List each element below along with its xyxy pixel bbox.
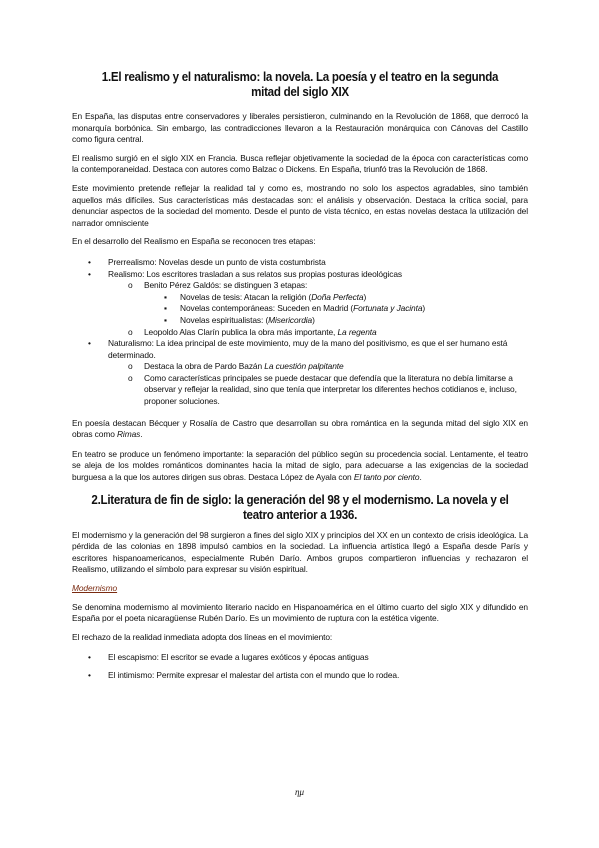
bullet-marker: • xyxy=(88,338,91,349)
page-number: ημ xyxy=(295,787,304,797)
work-title: El tanto por ciento xyxy=(353,472,420,483)
document-page xyxy=(72,66,528,682)
list-item-intimismo: • El intimismo: Permite expresar el malestar del artista con el mundo que lo rodea. xyxy=(88,669,400,680)
work-title: Rimas xyxy=(116,429,141,440)
paragraph-realism-features: Este movimiento pretende reflejar la realidad tal y como es, mostrando no solo los aspectos agradables, sino también aquellos más difíciles. Sus características más destacadas son: el análisis y observación. Destaca la crítica social, para denunciar aspectos de la sociedad del momento. Desde el punto de vista técnico, en estas novelas destaca la utilización del narrador omnisciente xyxy=(72,182,528,228)
work-title: Misericordia xyxy=(268,314,313,325)
list-item-clarin: o Leopoldo Alas Clarín publica la obra más importante, La regenta xyxy=(128,326,377,337)
list-item-novelas-contemporaneas: ▪ Novelas contemporáneas: Suceden en Madrid (Fortunata y Jacinta) xyxy=(164,303,426,314)
square-marker: ▪ xyxy=(164,314,167,325)
paragraph-stages-intro: En el desarrollo del Realismo en España se reconocen tres etapas: xyxy=(72,236,316,247)
circle-marker: o xyxy=(128,372,133,383)
paragraph-realism-origin: El realismo surgió en el siglo XIX en Francia. Busca reflejar objetivamente la sociedad de la época con características como la contemporaneidad. Destaca con autores como Balzac o Dickens. En España, triunfó tras la Revolución de 1868. xyxy=(72,152,528,175)
bullet-marker: • xyxy=(88,652,91,663)
bullet-marker: • xyxy=(88,268,91,279)
work-title: La regenta xyxy=(337,326,377,337)
paragraph-modernismo-def: Se denomina modernismo al movimiento literario nacido en Hispanoamérica en el último cuarto del siglo XIX y difundido en España por el poeta nicaragüense Rubén Darío. Es un movimiento de ruptura con la estética vigente. xyxy=(72,601,528,624)
list-item-novelas-tesis: ▪ Novelas de tesis: Atacan la religión (Doña Perfecta) xyxy=(164,291,367,302)
section-2-heading: 2.Literatura de fin de siglo: la generación del 98 y el modernismo. La novela y el teatro anterior a 1936. xyxy=(91,492,509,522)
lines-list xyxy=(72,652,528,681)
paragraph-teatro: En teatro se produce un fenómeno importante: la separación del público según su procedencia social. Lentamente, el teatro se aleja de los moldes románticos dominantes hacia la mitad de siglo, para adecuarse a las exigencias de la sociedad burguesa a la que los autores dirigen sus obras. Destaca López de Ayala con El tanto por ciento. xyxy=(72,448,528,483)
paragraph-poesia: En poesía destacan Bécquer y Rosalía de Castro que desarrollan su obra romántica en la segunda mitad del siglo XIX en obras como Rimas. xyxy=(72,417,528,440)
square-marker: ▪ xyxy=(164,291,167,302)
work-title: La cuestión palpitante xyxy=(264,361,344,372)
circle-marker: o xyxy=(128,361,133,372)
list-item-novelas-espiritualistas: ▪ Novelas espiritualistas: (Misericordia) xyxy=(164,314,315,325)
list-item-escapismo: • El escapismo: El escritor se evade a lugares exóticos y épocas antiguas xyxy=(88,652,369,663)
paragraph-modernismo-context: El modernismo y la generación del 98 surgieron a fines del siglo XIX y principios del XX en un contexto de crisis ideológica. La pérdida de las colonias en 1898 impulsó cambios en la sociedad. La influencia artística llegó a España desde París y escritores hispanoamericanos, especialmente Rubén Darío. Ambos grupos compartieron influencias y rechazaron el Realismo, utilizando el símbolo para expresar su visión espiritual. xyxy=(72,529,528,575)
paragraph-history: En España, las disputas entre conservadores y liberales persistieron, culminando en la Revolución de 1868, que derrocó la monarquía borbónica. Sin embargo, las contradicciones llevaron a la Restauración monárquica con Cánovas del Castillo como figura central. xyxy=(72,111,528,145)
work-title: Doña Perfecta xyxy=(311,291,364,302)
bullet-marker: • xyxy=(88,669,91,680)
work-title: Fortunata y Jacinta xyxy=(353,303,423,314)
paragraph-rechazo: El rechazo de la realidad inmediata adopta dos líneas en el movimiento: xyxy=(72,631,333,642)
list-item-pardo-bazan: o Destaca la obra de Pardo Bazán La cuestión palpitante xyxy=(128,361,344,372)
list-item-prerrealismo: • Prerrealismo: Novelas desde un punto de vista costumbrista xyxy=(88,256,326,267)
list-item-galdos: o Benito Pérez Galdós: se distinguen 3 etapas: xyxy=(128,280,308,291)
list-item-caracteristicas: o Como características principales se puede destacar que defendía que la literatura no debía limitarse a observar y reflejar la realidad, sino que tenía que interpretar los diferentes hechos cotidianos e, incluso, proponer soluciones. xyxy=(128,372,517,407)
stages-list xyxy=(72,257,528,408)
bullet-marker: • xyxy=(88,256,91,267)
circle-marker: o xyxy=(128,280,133,291)
list-item-realismo: • Realismo: Los escritores trasladan a sus relatos sus propias posturas ideológicas xyxy=(88,268,403,279)
subheading-modernismo: Modernismo xyxy=(72,583,118,593)
circle-marker: o xyxy=(128,326,133,337)
square-marker: ▪ xyxy=(164,303,167,314)
section-1-heading: 1.El realismo y el naturalismo: la novela. La poesía y el teatro en la segunda mitad del siglo XIX xyxy=(101,70,499,99)
list-item-naturalismo: • Naturalismo: La idea principal de este movimiento, muy de la mano del positivismo, es que el ser humano está determinado. xyxy=(88,338,508,360)
